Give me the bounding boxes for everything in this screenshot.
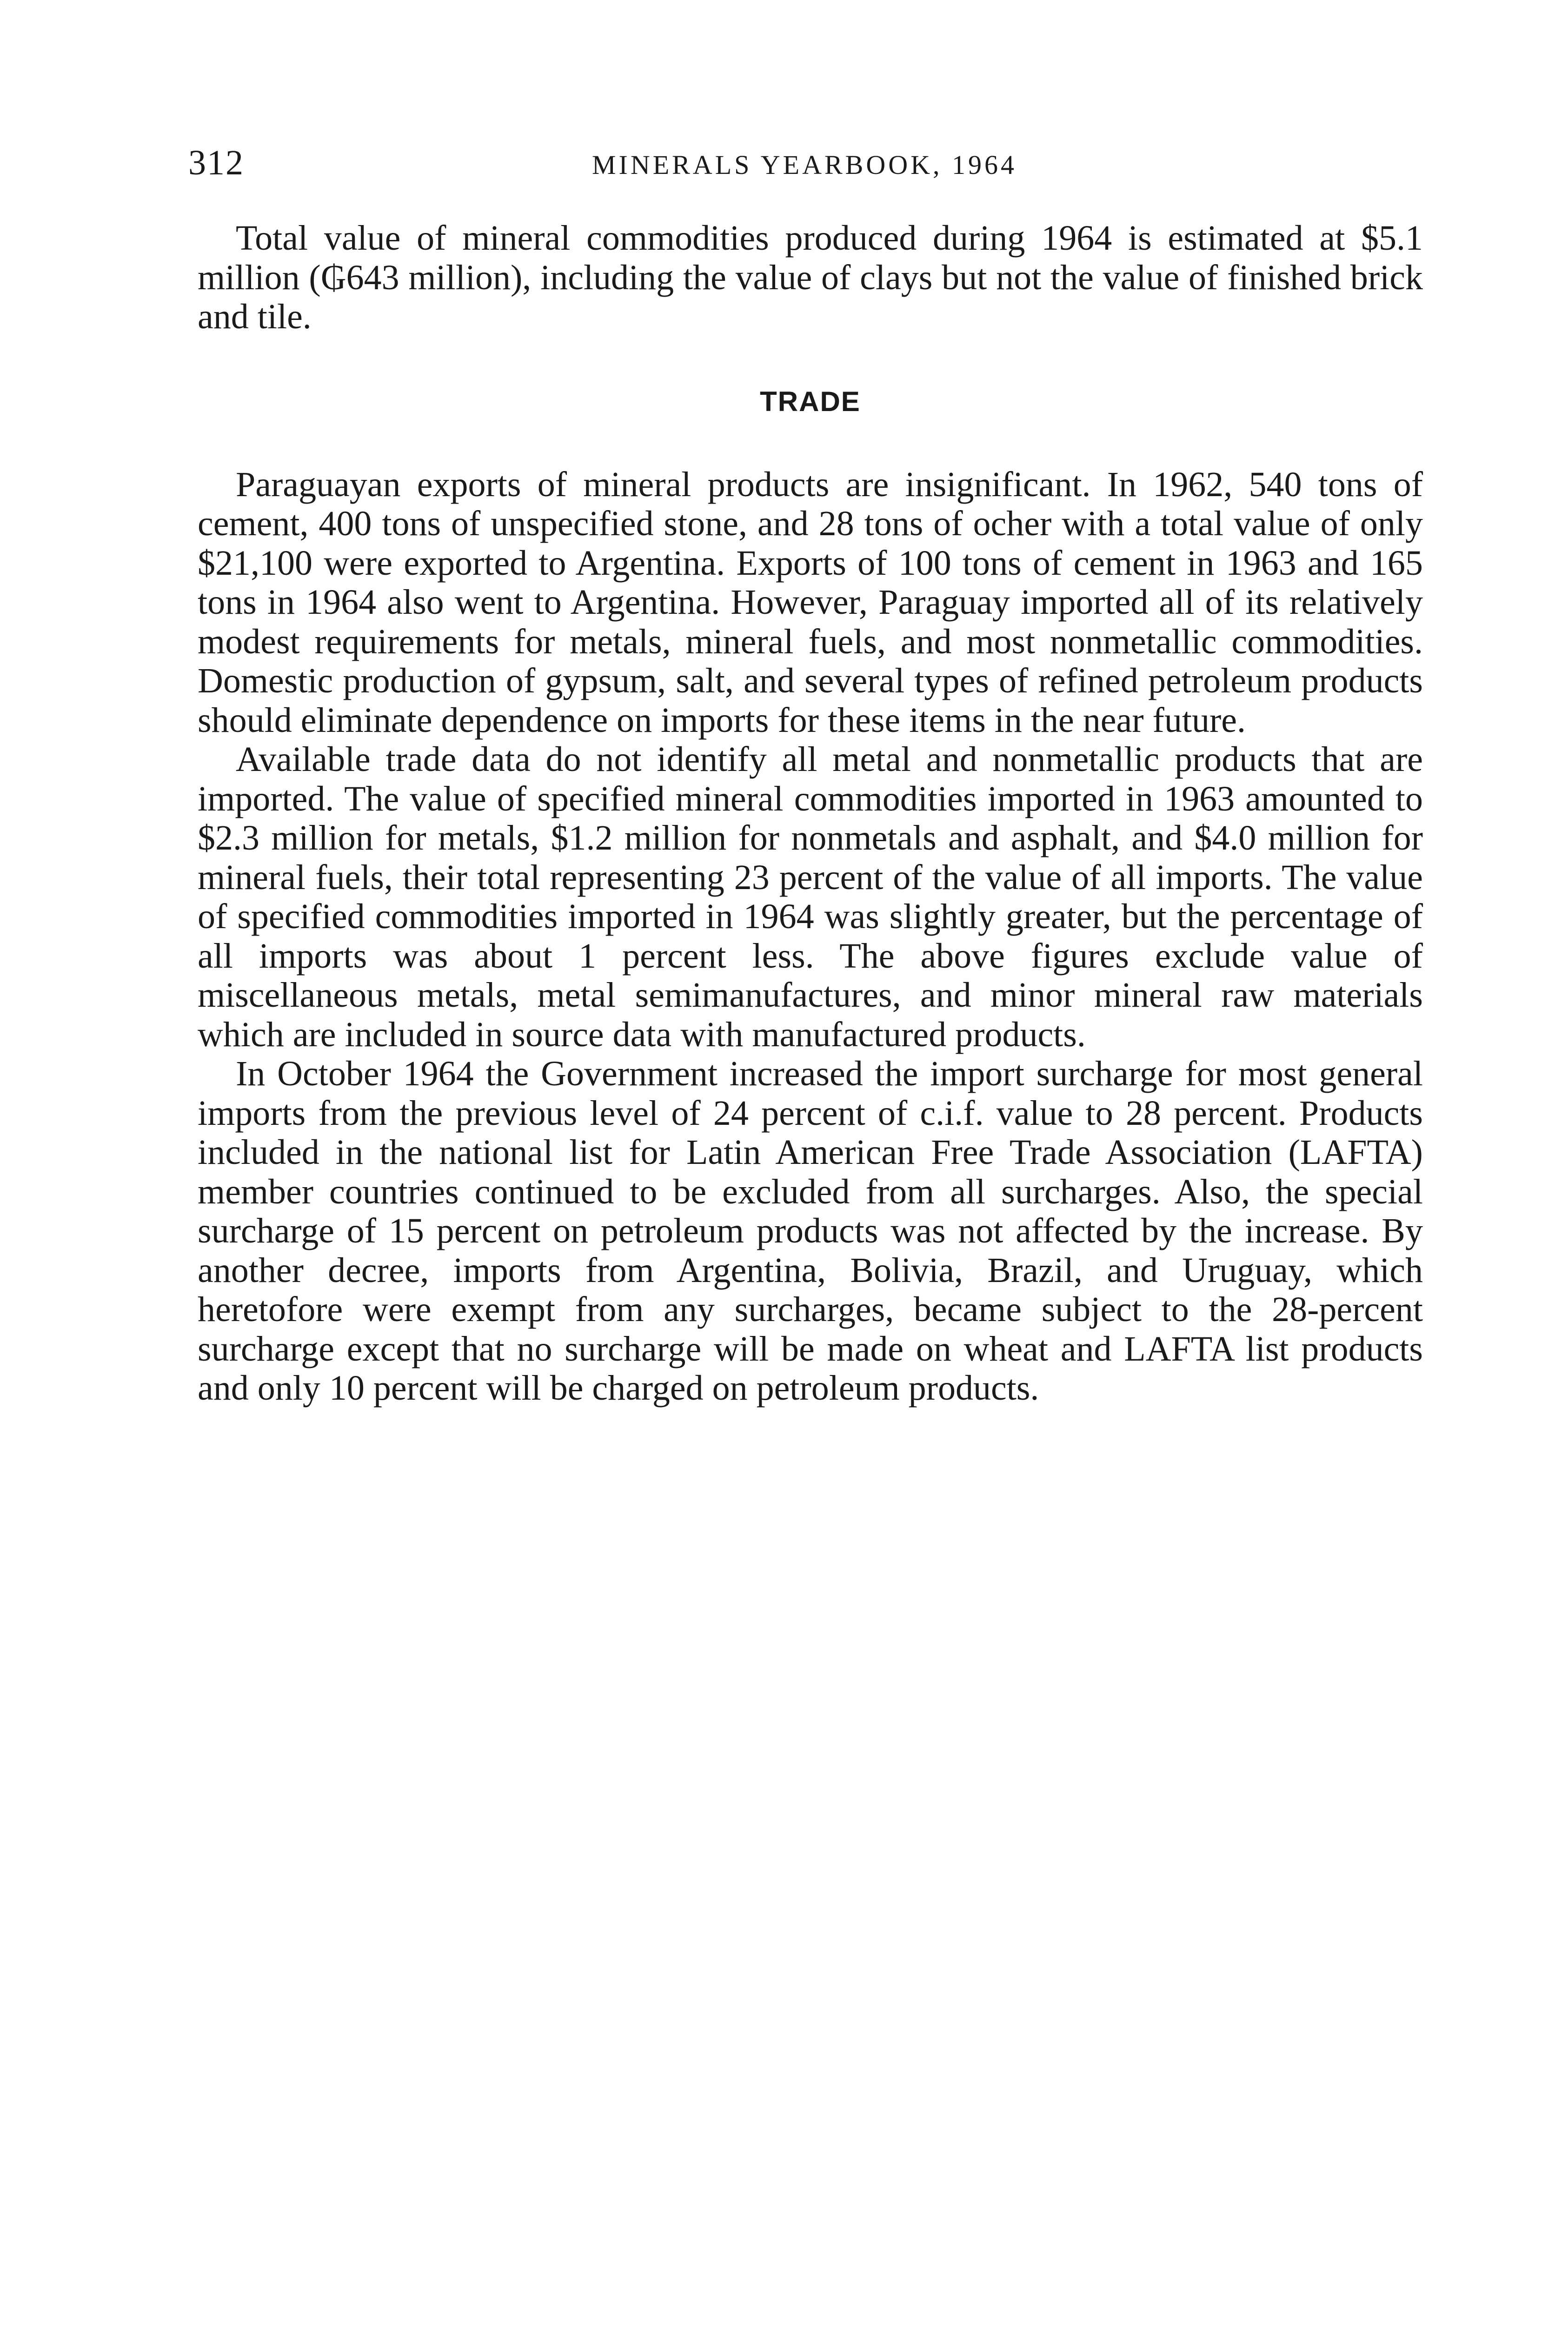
running-title: MINERALS YEARBOOK, 1964 — [591, 150, 1017, 180]
body-text — [198, 219, 1423, 1408]
intro-paragraph: Total value of mineral commodities produced during 1964 is estimated at $5.1 million (₲643 million), including the value of clays but not the value of finished brick and tile. — [198, 219, 1423, 336]
page-header — [188, 140, 1421, 191]
trade-paragraph-surcharge: In October 1964 the Government increased the import surcharge for most general imports from the previous level of 24 percent of c.i.f. value to 28 percent. Products included in the national list for Latin American Free Trade Association (LAFTA) member countries continued to be excluded from all surcharges. Also, the special surcharge of 15 percent on petroleum products was not affected by the increase. By another decree, imports from Argentina, Bolivia, Brazil, and Uruguay, which heretofore were exempt from any surcharges, became subject to the 28-percent surcharge except that no surcharge will be made on wheat and LAFTA list products and only 10 percent will be charged on petroleum products. — [198, 1054, 1423, 1408]
section-heading-trade: TRADE — [760, 385, 861, 417]
trade-paragraph-exports: Paraguayan exports of mineral products are insignificant. In 1962, 540 tons of cement, 400 tons of unspecified stone, and 28 tons of ocher with a total value of only $21,100 were exported to Argentina. Exports of 100 tons of cement in 1963 and 165 tons in 1964 also went to Argentina. However, Paraguay imported all of its relatively modest requirements for metals, mineral fuels, and most nonmetallic commodities. Domestic production of gypsum, salt, and several types of refined petroleum products should eliminate dependence on imports for these items in the near future. — [198, 465, 1423, 740]
page-number: 312 — [188, 143, 244, 182]
trade-paragraph-imports: Available trade data do not identify all metal and nonmetallic products that are imported. The value of specified mineral commodities imported in 1963 amounted to $2.3 million for metals, $1.2 million for nonmetals and asphalt, and $4.0 million for mineral fuels, their total representing 23 percent of the value of all imports. The value of specified commodities imported in 1964 was slightly greater, but the percentage of all imports was about 1 percent less. The above figures exclude value of miscellaneous metals, metal semimanufactures, and minor mineral raw materials which are included in source data with manufactured products. — [198, 740, 1423, 1054]
